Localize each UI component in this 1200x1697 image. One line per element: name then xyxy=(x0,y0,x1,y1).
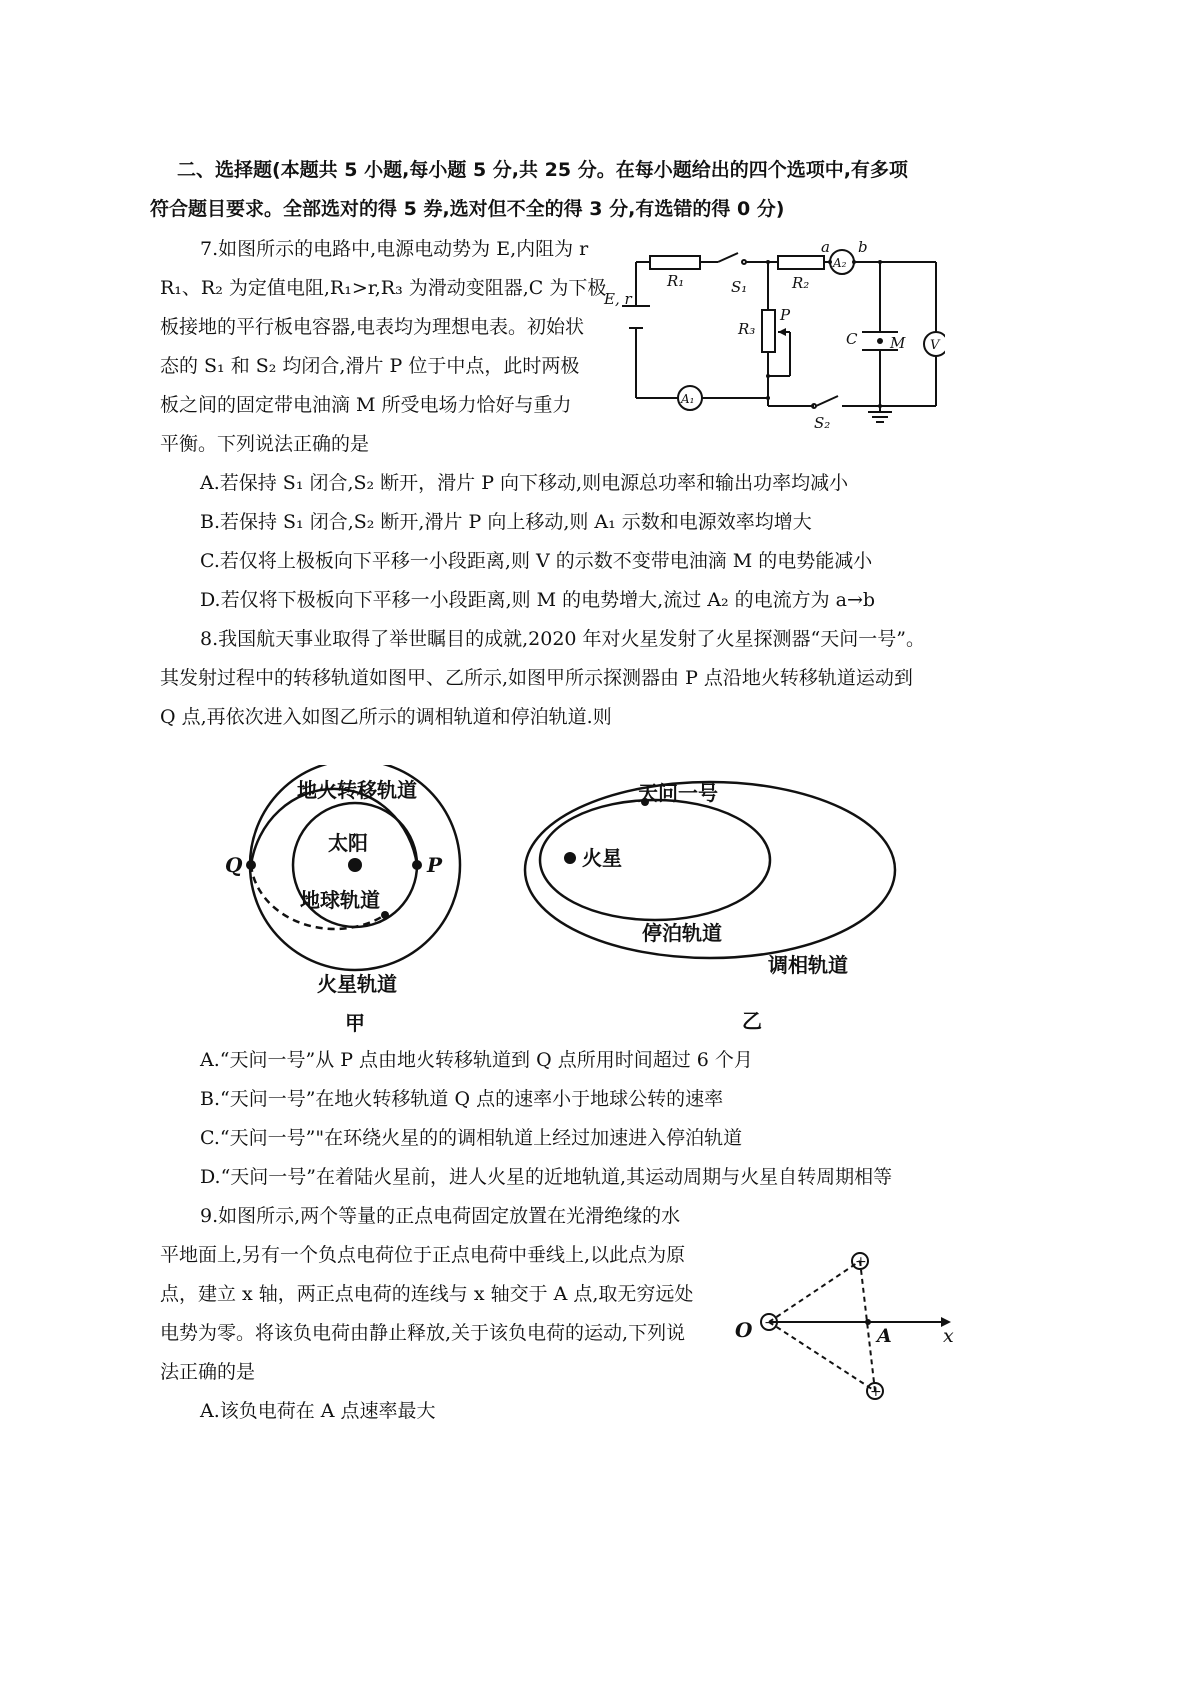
q8-stem-line: 8.我国航天事业取得了举世瞩目的成就,2020 年对火星发射了火星探测器“天问一号”。 xyxy=(200,628,925,650)
resistor-r1 xyxy=(650,256,700,269)
point-earth xyxy=(381,911,389,919)
label-v: V xyxy=(930,338,940,353)
q7-circuit-diagram xyxy=(600,240,945,430)
label-origin: O xyxy=(735,1318,753,1342)
q7-option-b: B.若保持 S₁ 闭合,S₂ 断开,滑片 P 向上移动,则 A₁ 示数和电源效率均增大 xyxy=(200,511,812,533)
caption-jia: 甲 xyxy=(345,1011,365,1035)
label-a2: A₂ xyxy=(833,256,847,270)
label-c: C xyxy=(846,330,858,348)
q9-stem-line: 平地面上,另有一个负点电荷位于正点电荷中垂线上,以此点为原 xyxy=(160,1244,686,1266)
q7-stem-line: 平衡。下列说法正确的是 xyxy=(160,433,370,455)
q7-option-c: C.若仅将上极板向下平移一小段距离,则 V 的示数不变带电油滴 M 的电势能减小 xyxy=(200,550,873,572)
label-r1: R₁ xyxy=(667,272,685,290)
label-earth-orbit: 地球轨道 xyxy=(300,888,380,912)
plus-sign-upper: + xyxy=(855,1254,867,1270)
label-r2: R₂ xyxy=(792,274,810,292)
q8-option-c: C.“天问一号”"在环绕火星的的调相轨道上经过加速进入停泊轨道 xyxy=(200,1127,743,1149)
oil-drop-m xyxy=(877,338,883,344)
q9-stem-line: 电势为零。将该负电荷由静止释放,关于该负电荷的运动,下列说 xyxy=(160,1322,686,1344)
charge-connecting-line xyxy=(860,1261,875,1391)
mars-dot xyxy=(564,852,576,864)
q8-option-a: A.“天问一号”从 P 点由地火转移轨道到 Q 点所用时间超过 6 个月 xyxy=(200,1049,753,1071)
section-heading-line-2: 符合题目要求。全部选对的得 5 券,选对但不全的得 3 分,有选错的得 0 分) xyxy=(150,198,785,220)
q7-stem-line: 7.如图所示的电路中,电源电动势为 E,内阻为 r xyxy=(200,238,589,260)
label-m: M xyxy=(890,334,906,352)
q9-option-a: A.该负电荷在 A 点速率最大 xyxy=(200,1400,436,1422)
label-s1: S₁ xyxy=(731,278,748,296)
label-a1: A₁ xyxy=(681,392,695,406)
q8-stem-line: Q 点,再依次进入如图乙所示的调相轨道和停泊轨道.则 xyxy=(160,706,612,728)
caption-yi: 乙 xyxy=(742,1009,762,1033)
q8-figure-yi xyxy=(510,770,910,1040)
point-a xyxy=(865,1319,871,1325)
plus-sign-lower: + xyxy=(870,1384,882,1400)
resistor-r2 xyxy=(778,256,824,269)
label-mars-orbit: 火星轨道 xyxy=(317,972,397,996)
q7-stem-line: R₁、R₂ 为定值电阻,R₁>r,R₃ 为滑动变阻器,C 为下极 xyxy=(160,277,607,299)
q7-option-d: D.若仅将下极板向下平移一小段距离,则 M 的电势增大,流过 A₂ 的电流方为 a→b xyxy=(200,589,876,611)
sun-dot xyxy=(348,858,362,872)
label-transfer-orbit: 地火转移轨道 xyxy=(297,778,417,802)
q7-option-a: A.若保持 S₁ 闭合,S₂ 断开，滑片 P 向下移动,则电源总功率和输出功率均减小 xyxy=(200,472,849,494)
label-r3: R₃ xyxy=(738,320,756,338)
point-p xyxy=(412,860,422,870)
label-b: b xyxy=(858,240,868,256)
label-p: P xyxy=(427,853,443,877)
q9-stem-line: 9.如图所示,两个等量的正点电荷固定放置在光滑绝缘的水 xyxy=(200,1205,681,1227)
label-x: x xyxy=(943,1325,954,1347)
dashed-line-lower xyxy=(769,1322,875,1391)
q8-figure-jia xyxy=(215,765,485,1040)
label-a: a xyxy=(821,240,830,256)
dashed-line-upper xyxy=(769,1261,860,1322)
label-probe: 天问一号 xyxy=(638,781,718,805)
q9-stem-line: 点，建立 x 轴，两正点电荷的连线与 x 轴交于 A 点,取无穷远处 xyxy=(160,1283,694,1305)
q7-stem-line: 板之间的固定带电油滴 M 所受电场力恰好与重力 xyxy=(160,394,572,416)
slider-arrow-icon xyxy=(778,328,786,336)
label-s2: S₂ xyxy=(814,414,831,430)
resistor-r3 xyxy=(762,310,775,352)
q8-stem-line: 其发射过程中的转移轨道如图甲、乙所示,如图甲所示探测器由 P 点沿地火转移轨道运动到 xyxy=(160,667,913,689)
label-sun: 太阳 xyxy=(328,831,368,855)
section-heading-line-1: 二、选择题(本题共 5 小题,每小题 5 分,共 25 分。在每小题给出的四个选项中,有多项 xyxy=(177,159,908,181)
switch-s2 xyxy=(816,396,838,406)
point-q xyxy=(246,860,256,870)
label-q: Q xyxy=(225,853,243,877)
q8-option-b: B.“天问一号”在地火转移轨道 Q 点的速率小于地球公转的速率 xyxy=(200,1088,724,1110)
label-mars: 火星 xyxy=(582,846,622,870)
label-p: P xyxy=(780,306,791,324)
switch-s1 xyxy=(718,253,738,262)
q7-stem-line: 板接地的平行板电容器,电表均为理想电表。初始状 xyxy=(160,316,585,338)
q7-stem-line: 态的 S₁ 和 S₂ 均闭合,滑片 P 位于中点，此时两极 xyxy=(160,355,580,377)
label-phasing-orbit: 调相轨道 xyxy=(768,953,848,977)
label-parking-orbit: 停泊轨道 xyxy=(642,921,722,945)
label-source: E, r xyxy=(604,290,632,308)
q9-figure xyxy=(725,1245,965,1410)
q9-stem-line: 法正确的是 xyxy=(160,1361,256,1383)
label-a: A xyxy=(877,1325,892,1347)
q8-option-d: D.“天问一号”在着陆火星前，进人火星的近地轨道,其运动周期与火星自转周期相等 xyxy=(200,1166,893,1188)
minus-sign: − xyxy=(764,1315,776,1331)
